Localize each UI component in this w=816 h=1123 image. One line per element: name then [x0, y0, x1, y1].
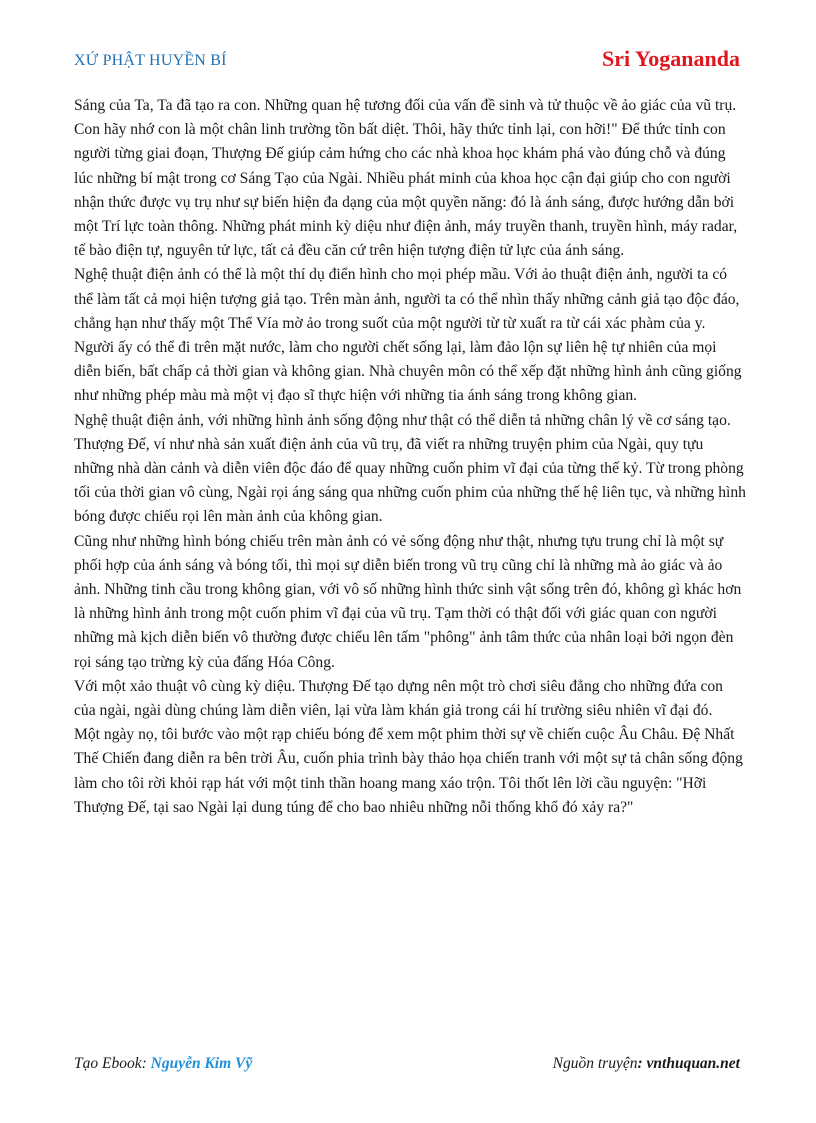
book-title: XỨ PHẬT HUYỀN BÍ [74, 52, 227, 69]
page-header [74, 46, 740, 78]
ebook-creator-name: Nguyễn Kim Vỹ [150, 1055, 253, 1072]
ebook-label: Tạo Ebook [74, 1055, 142, 1072]
paragraph: Sáng của Ta, Ta đã tạo ra con. Những quan hệ tương đối của vấn đề sinh và tử thuộc về ảo giác của vũ trụ. Con hãy nhớ con là một chân linh trường tồn bất diệt. Thôi, hãy thức tỉnh lại, con hỡi!" Để thức tỉnh con người từng giai đoạn, Thượng Đế giúp cảm hứng cho các nhà khoa học khám phá vào đúng chỗ và đúng lúc những bí mật trong cơ Sáng Tạo của Ngài. Nhiều phát minh của khoa học cận đại giúp cho con người nhận thức được vụ trụ như sự biến hiện đa dạng của một quyền năng: đó là ánh sáng, được hướng dẫn bởi một Trí lực toàn thông. Những phát minh kỳ diệu như điện ảnh, máy truyền thanh, truyền hình, máy radar, tế bào điện tự, nguyên tử lực, tất cả đều căn cứ trên hiện tượng điện tử lực của ánh sáng. [74, 97, 738, 260]
paragraph: Nghệ thuật điện ảnh, với những hình ảnh sống động như thật có thể diễn tả những chân lý về cơ sáng tạo. Thượng Đế, ví như nhà sản xuất điện ảnh của vũ trụ, đã viết ra những truyện phim của Ngài, quy tựu những nhà dàn cảnh và diễn viên độc đáo để quay những cuốn phim vĩ đại của từng thế kỷ. Từ trong phòng tối của thời gian vô cùng, Ngài rọi áng sáng qua những cuốn phim của những thế hệ liên tục, và những hình bóng được chiếu rọi lên màn ảnh của không gian. [74, 411, 746, 526]
source-site: vnthuquan.net [646, 1055, 740, 1072]
ebook-credit [74, 1055, 252, 1073]
body-text [74, 94, 746, 820]
ebook-separator: : [141, 1055, 151, 1072]
paragraph: Cũng như những hình bóng chiếu trên màn ảnh có vẻ sống động như thật, nhưng tựu trung chỉ là một sự phối hợp của ánh sáng và bóng tối, thì mọi sự diễn biến trong vũ trụ cũng chỉ là những mà ảo giác và ảo ảnh. Những tinh cầu trong không gian, với vô số những hình thức sinh vật sống trên đó, không gì khác hơn là những hình ảnh trong một cuốn phim vĩ đại của vũ trụ. Tạm thời có thật đối với giác quan con người những mà kịch diễn biến vô thường được chiếu lên tấm "phông" ảnh tâm thức của nhân loại bởi ngọn đèn rọi sáng tạo trừng kỳ của đấng Hóa Công. [74, 532, 742, 671]
source-credit [553, 1055, 740, 1073]
paragraph: Với một xảo thuật vô cùng kỳ diệu. Thượng Đế tạo dựng nên một trò chơi siêu đẳng cho những đứa con của ngài, ngài dùng chúng làm diễn viên, lại vừa làm khán giả trong cái hí trường siêu nhiên vĩ đại đó. [74, 677, 723, 720]
page-footer [74, 1055, 740, 1077]
source-separator: : [637, 1055, 647, 1072]
paragraph: Một ngày nọ, tôi bước vào một rạp chiếu bóng để xem một phim thời sự về chiến cuộc Âu Châu. Đệ Nhất Thế Chiến đang diễn ra bên trời Âu, cuốn phia trình bày thảo họa chiến tranh với một sự tả chân sống động làm cho tôi rời khỏi rạp hát với một tinh thần hoang mang xáo trộn. Tôi thốt lên lời cầu nguyện: "Hỡi Thượng Đế, tại sao Ngài lại dung túng để cho bao nhiêu những nỗi thống khổ đó xảy ra?" [74, 726, 743, 816]
paragraph: Nghệ thuật điện ảnh có thể là một thí dụ điển hình cho mọi phép mầu. Với ảo thuật điện ảnh, người ta có thể làm tất cả mọi hiện tượng giả tạo. Trên màn ảnh, người ta có thể nhìn thấy những cảnh giả tạo độc đáo, chẳng hạn như thấy một Thể Vía mờ ảo trong suốt của một người từ từ xuất ra từ cái xác phàm của y. Người ấy có thể đi trên mặt nước, làm cho người chết sống lại, làm đảo lộn sự liên hệ tự nhiên của mọi diễn biến, bất chấp cả thời gian và không gian. Nhà chuyên môn có thể xếp đặt những hình ảnh cũng giống như những phép màu mà một vị đạo sĩ thực hiện với những tia ánh sáng trong không gian. [74, 266, 742, 405]
source-label: Nguồn truyện [552, 1055, 638, 1072]
author-name: Sri Yogananda [602, 46, 740, 71]
